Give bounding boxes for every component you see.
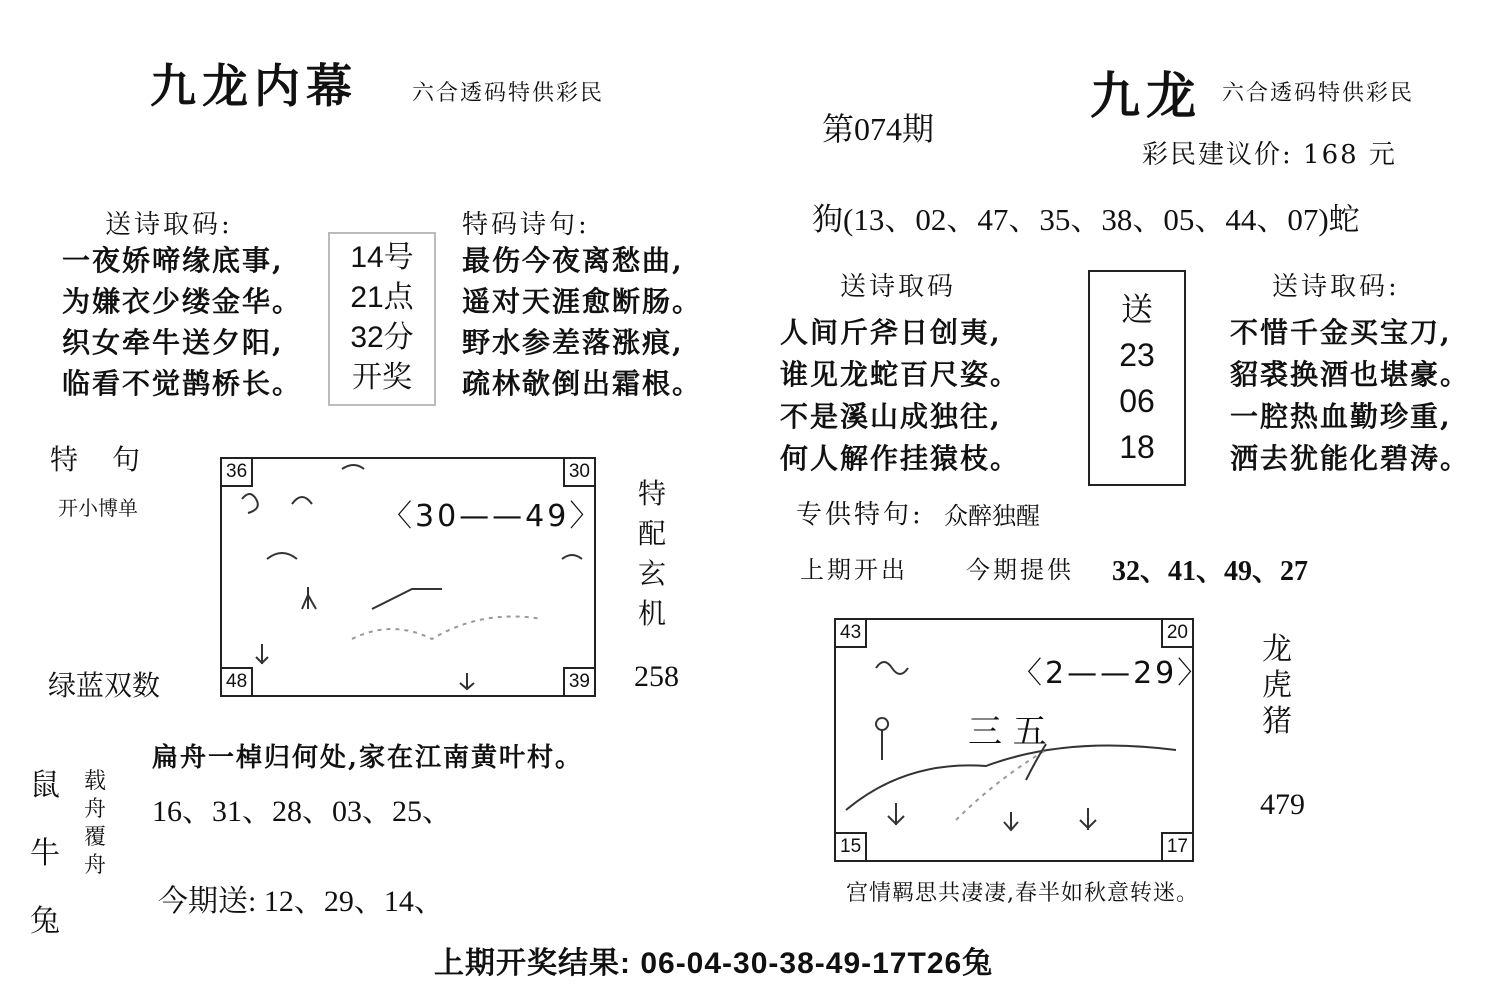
right-special-value: 众醉独醒	[944, 502, 1040, 530]
left-special-line: 遥对天涯愈断肠。	[462, 285, 703, 318]
right-center-box	[1088, 270, 1186, 486]
right-special-label: 专供特句:	[796, 500, 924, 530]
right-corner-tl: 43	[834, 618, 867, 648]
left-verse: 扁舟一棹归何处,家在江南黄叶村。	[152, 743, 584, 773]
left-numbers-line: 16、31、28、03、25、	[152, 795, 452, 828]
left-side-char: 玄	[638, 557, 667, 590]
left-center-line: 14号	[350, 241, 414, 274]
right-poem1-line: 谁见龙蛇百尺姿。	[780, 358, 1021, 391]
right-center-line: 23	[1119, 337, 1155, 373]
left-special-line: 最伤今夜离愁曲,	[462, 244, 684, 277]
right-poem1	[780, 312, 1020, 480]
right-center-line: 送	[1120, 291, 1153, 327]
left-poem-line: 为嫌衣少缕金华。	[62, 285, 303, 318]
left-center-line: 开奖	[352, 361, 412, 394]
left-special-sentence: 特 句	[50, 443, 144, 476]
left-center-line: 21点	[350, 281, 414, 314]
left-zodiac-sub-char: 舟	[84, 853, 107, 878]
left-send-line: 今期送: 12、29、14、	[158, 885, 444, 918]
right-side-char: 龙	[1262, 632, 1292, 667]
provide-label: 今期提供	[966, 556, 1074, 584]
right-poem2-line: 不惜千金买宝刀,	[1230, 316, 1452, 349]
right-poem2-line: 洒去犹能化碧涛。	[1230, 442, 1471, 475]
left-poem-heading: 送诗取码:	[105, 210, 233, 240]
left-special-line: 疏林欹倒出霜根。	[462, 367, 703, 400]
right-corner-tr: 20	[1161, 618, 1194, 648]
left-poem-line: 临看不觉鹊桥长。	[62, 367, 303, 400]
left-title: 九龙内幕	[150, 59, 358, 113]
left-zodiac-vertical	[30, 752, 60, 956]
right-poem1-heading: 送诗取码	[840, 272, 957, 302]
right-center-line: 18	[1119, 429, 1155, 465]
right-poem2-line: 一腔热血勤珍重,	[1230, 400, 1452, 433]
provide-numbers: 32、41、49、27	[1112, 556, 1309, 587]
left-poem	[62, 240, 302, 404]
right-picture-note: 〈2——29〉	[1012, 656, 1211, 691]
right-caption: 宫情羁思共凄凄,春半如秋意转迷。	[846, 881, 1199, 906]
left-zodiac-sub-char: 覆	[84, 825, 107, 850]
right-picture-inner-text: 三 五	[968, 712, 1047, 752]
left-zodiac-sub	[84, 768, 106, 880]
right-corner-br: 17	[1161, 832, 1194, 862]
left-corner-tr: 30	[563, 457, 596, 487]
last-draw-result: 上期开奖结果: 06-04-30-38-49-17T26兔	[434, 947, 994, 980]
left-poem-line: 织女牵牛送夕阳,	[62, 326, 284, 359]
right-title: 九龙	[1090, 66, 1202, 125]
left-side-char: 机	[638, 597, 667, 630]
right-poem2-heading: 送诗取码:	[1272, 272, 1400, 302]
left-special-heading: 特码诗句:	[462, 210, 590, 240]
left-center-line: 32分	[350, 321, 414, 354]
right-side-vertical	[1262, 632, 1292, 740]
left-picture-frame	[220, 457, 603, 697]
left-color-label: 绿蓝双数	[48, 670, 161, 701]
last-issue-label: 上期开出	[800, 556, 908, 584]
right-center-line: 06	[1119, 383, 1155, 419]
left-zodiac-sub-char: 载	[84, 769, 107, 794]
left-corner-br: 39	[563, 667, 596, 697]
left-subtitle: 六合透码特供彩民	[412, 81, 605, 106]
left-zodiac-char: 鼠	[30, 768, 60, 803]
left-zodiac-sub-char: 舟	[84, 797, 107, 822]
right-corner-bl: 15	[834, 832, 867, 862]
right-poem1-line: 不是溪山成独往,	[780, 400, 1002, 433]
issue-number: 第074期	[822, 111, 935, 147]
left-side-vertical	[638, 474, 666, 634]
price-label: 彩民建议价: 168 元	[1142, 140, 1397, 170]
right-poem2	[1230, 312, 1470, 480]
left-zodiac-char: 兔	[30, 904, 60, 939]
dog-snake-line: 狗(13、02、47、35、38、05、44、07)蛇	[812, 202, 1360, 237]
right-poem2-line: 貂裘换酒也堪豪。	[1230, 358, 1471, 391]
left-picture-note: 〈30——49〉	[382, 499, 603, 534]
right-poem1-line: 人间斤斧日创夷,	[780, 316, 1002, 349]
left-corner-bl: 48	[220, 667, 253, 697]
right-side-char: 猪	[1262, 704, 1292, 739]
left-center-box	[328, 232, 436, 406]
left-corner-tl: 36	[220, 457, 253, 487]
left-special-sentence-sub: 开小博单	[58, 498, 138, 520]
right-side-char: 虎	[1262, 668, 1292, 703]
right-poem1-line: 何人解作挂猿枝。	[780, 442, 1021, 475]
left-side-char: 配	[638, 517, 667, 550]
right-picture-frame	[834, 618, 1211, 862]
left-side-number: 258	[634, 660, 679, 693]
right-side-number: 479	[1260, 788, 1305, 821]
left-poem-line: 一夜娇啼缘底事,	[62, 244, 284, 277]
left-special-poem	[462, 240, 702, 404]
left-side-char: 特	[638, 477, 667, 510]
left-zodiac-char: 牛	[30, 836, 60, 871]
right-subtitle: 六合透码特供彩民	[1222, 81, 1415, 106]
left-special-line: 野水参差落涨痕,	[462, 326, 684, 359]
